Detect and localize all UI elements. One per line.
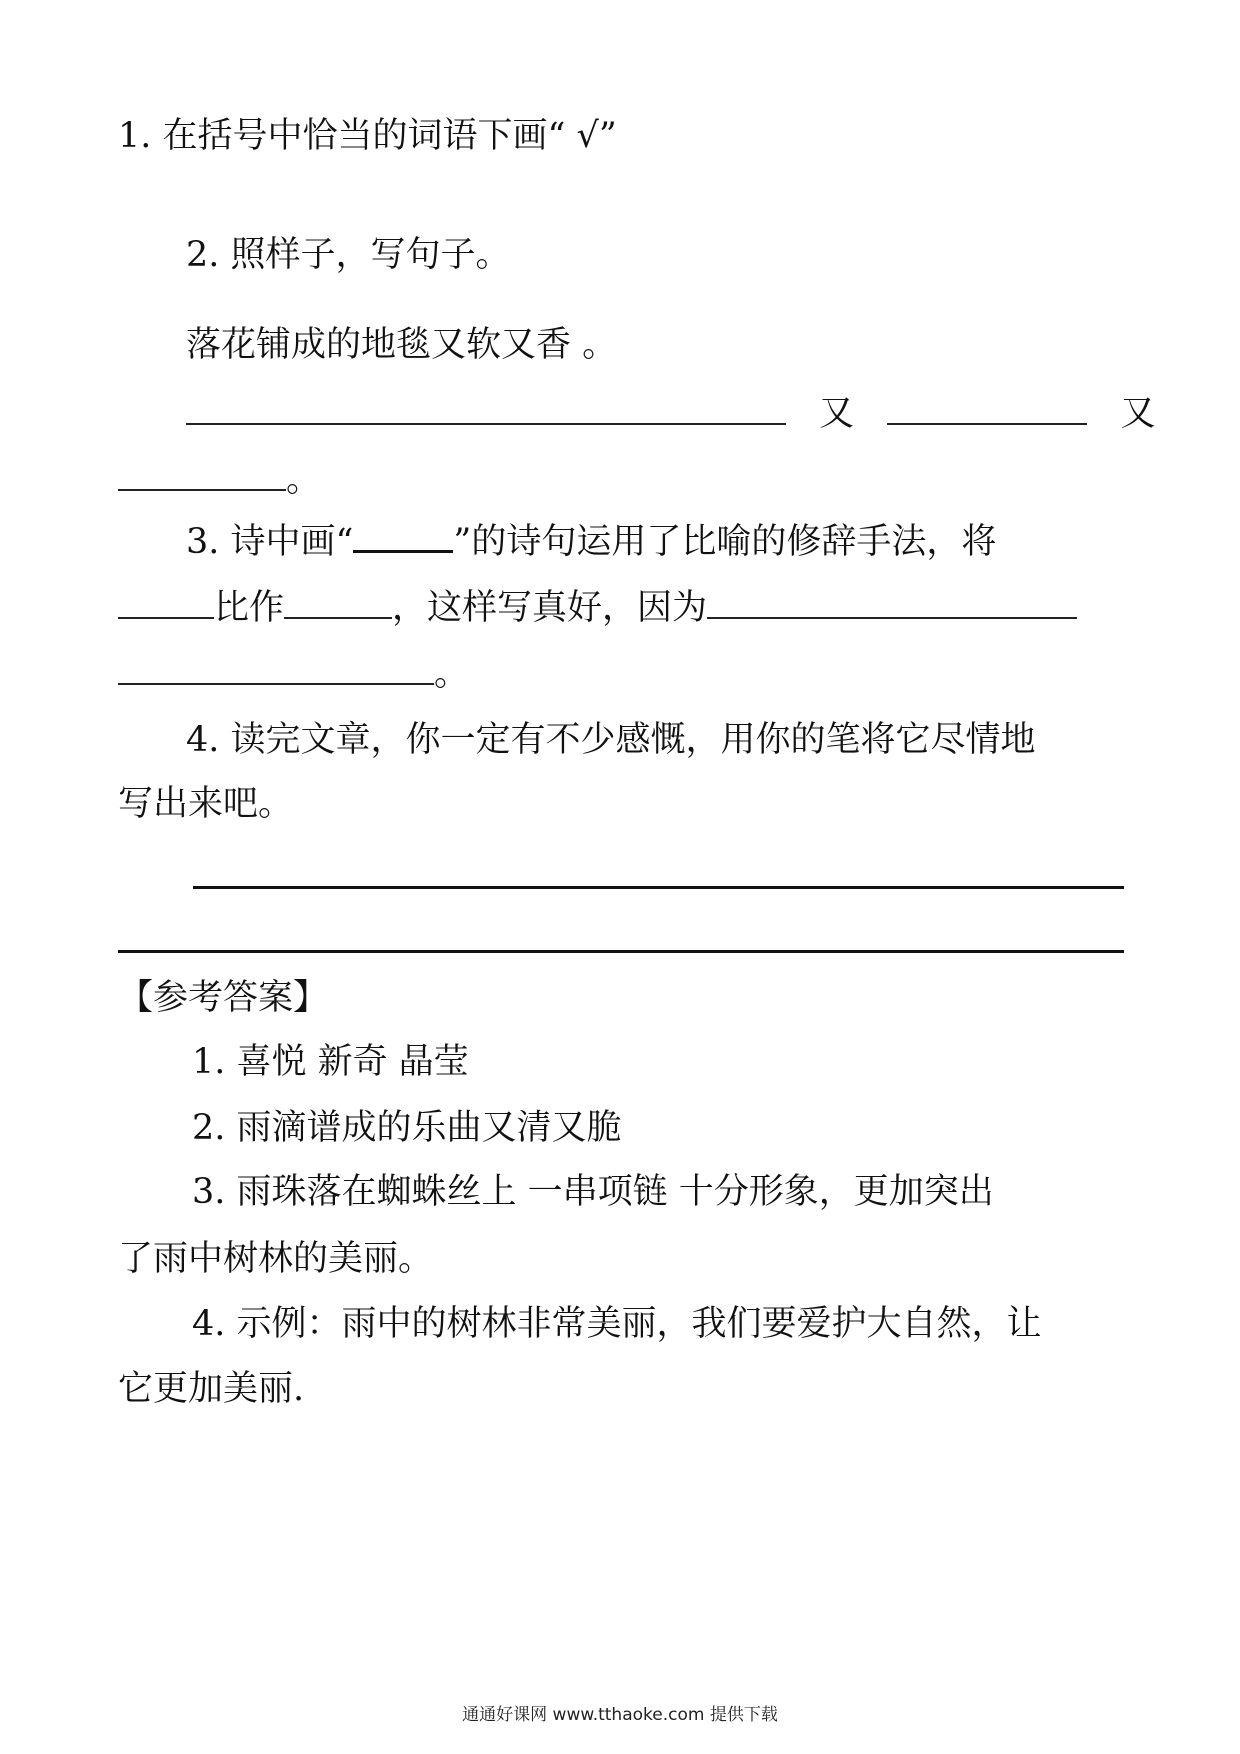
question-2-answer-row [186, 392, 1155, 436]
answer-4-line-2: 它更加美丽. [118, 1369, 305, 1409]
answer-3-line-1: 3. 雨珠落在蜘蛛丝上 一串项链 十分形象，更加突出 [192, 1172, 994, 1212]
question-2-example: 落花铺成的地毯又软又香 。 [186, 325, 618, 365]
q3-blank-poem[interactable] [353, 520, 453, 553]
question-3-line-2 [118, 586, 1077, 630]
q3-blank-reason-2[interactable] [118, 653, 434, 685]
q2-blank-2[interactable] [887, 393, 1087, 425]
footer-credit: 通通好课网 www.tthaoke.com 提供下载 [462, 1705, 778, 1725]
q2-end: 。 [286, 460, 322, 500]
q2-you-1: 又 [819, 394, 855, 434]
q3-prefix: 3. 诗中画“ [186, 522, 354, 562]
question-4-line-2: 写出来吧。 [118, 784, 294, 824]
q3-compare: 比作 [214, 588, 285, 628]
q3-reason: ，这样写真好，因为 [392, 588, 708, 628]
answer-line-2[interactable] [118, 950, 1124, 953]
question-2-answer-row-2 [118, 458, 321, 502]
q3-mid: ”的诗句运用了比喻的修辞手法，将 [453, 522, 997, 562]
q2-you-2: 又 [1120, 394, 1156, 434]
q2-blank-3[interactable] [118, 459, 286, 491]
q2-blank-1[interactable] [186, 393, 786, 425]
question-4-line-1: 4. 读完文章，你一定有不少感慨，用你的笔将它尽情地 [186, 720, 1036, 760]
question-3-line-3 [118, 652, 469, 696]
answer-3-line-2: 了雨中树林的美丽。 [118, 1239, 434, 1279]
answer-1: 1. 喜悦 新奇 晶莹 [192, 1042, 469, 1082]
q3-blank-object[interactable] [284, 587, 392, 619]
answer-2: 2. 雨滴谱成的乐曲又清又脆 [192, 1108, 622, 1148]
q3-end: 。 [434, 654, 470, 694]
answer-4-line-1: 4. 示例：雨中的树林非常美丽，我们要爱护大自然，让 [192, 1304, 1042, 1344]
q3-blank-reason[interactable] [707, 587, 1077, 619]
question-2-title: 2. 照样子，写句子。 [186, 235, 511, 275]
question-1: 1. 在括号中恰当的词语下画“ √” [118, 116, 617, 156]
question-3-line-1 [186, 520, 996, 564]
answer-line-1[interactable] [193, 886, 1124, 889]
q3-blank-subject[interactable] [118, 587, 214, 619]
answers-heading: 【参考答案】 [118, 978, 329, 1018]
